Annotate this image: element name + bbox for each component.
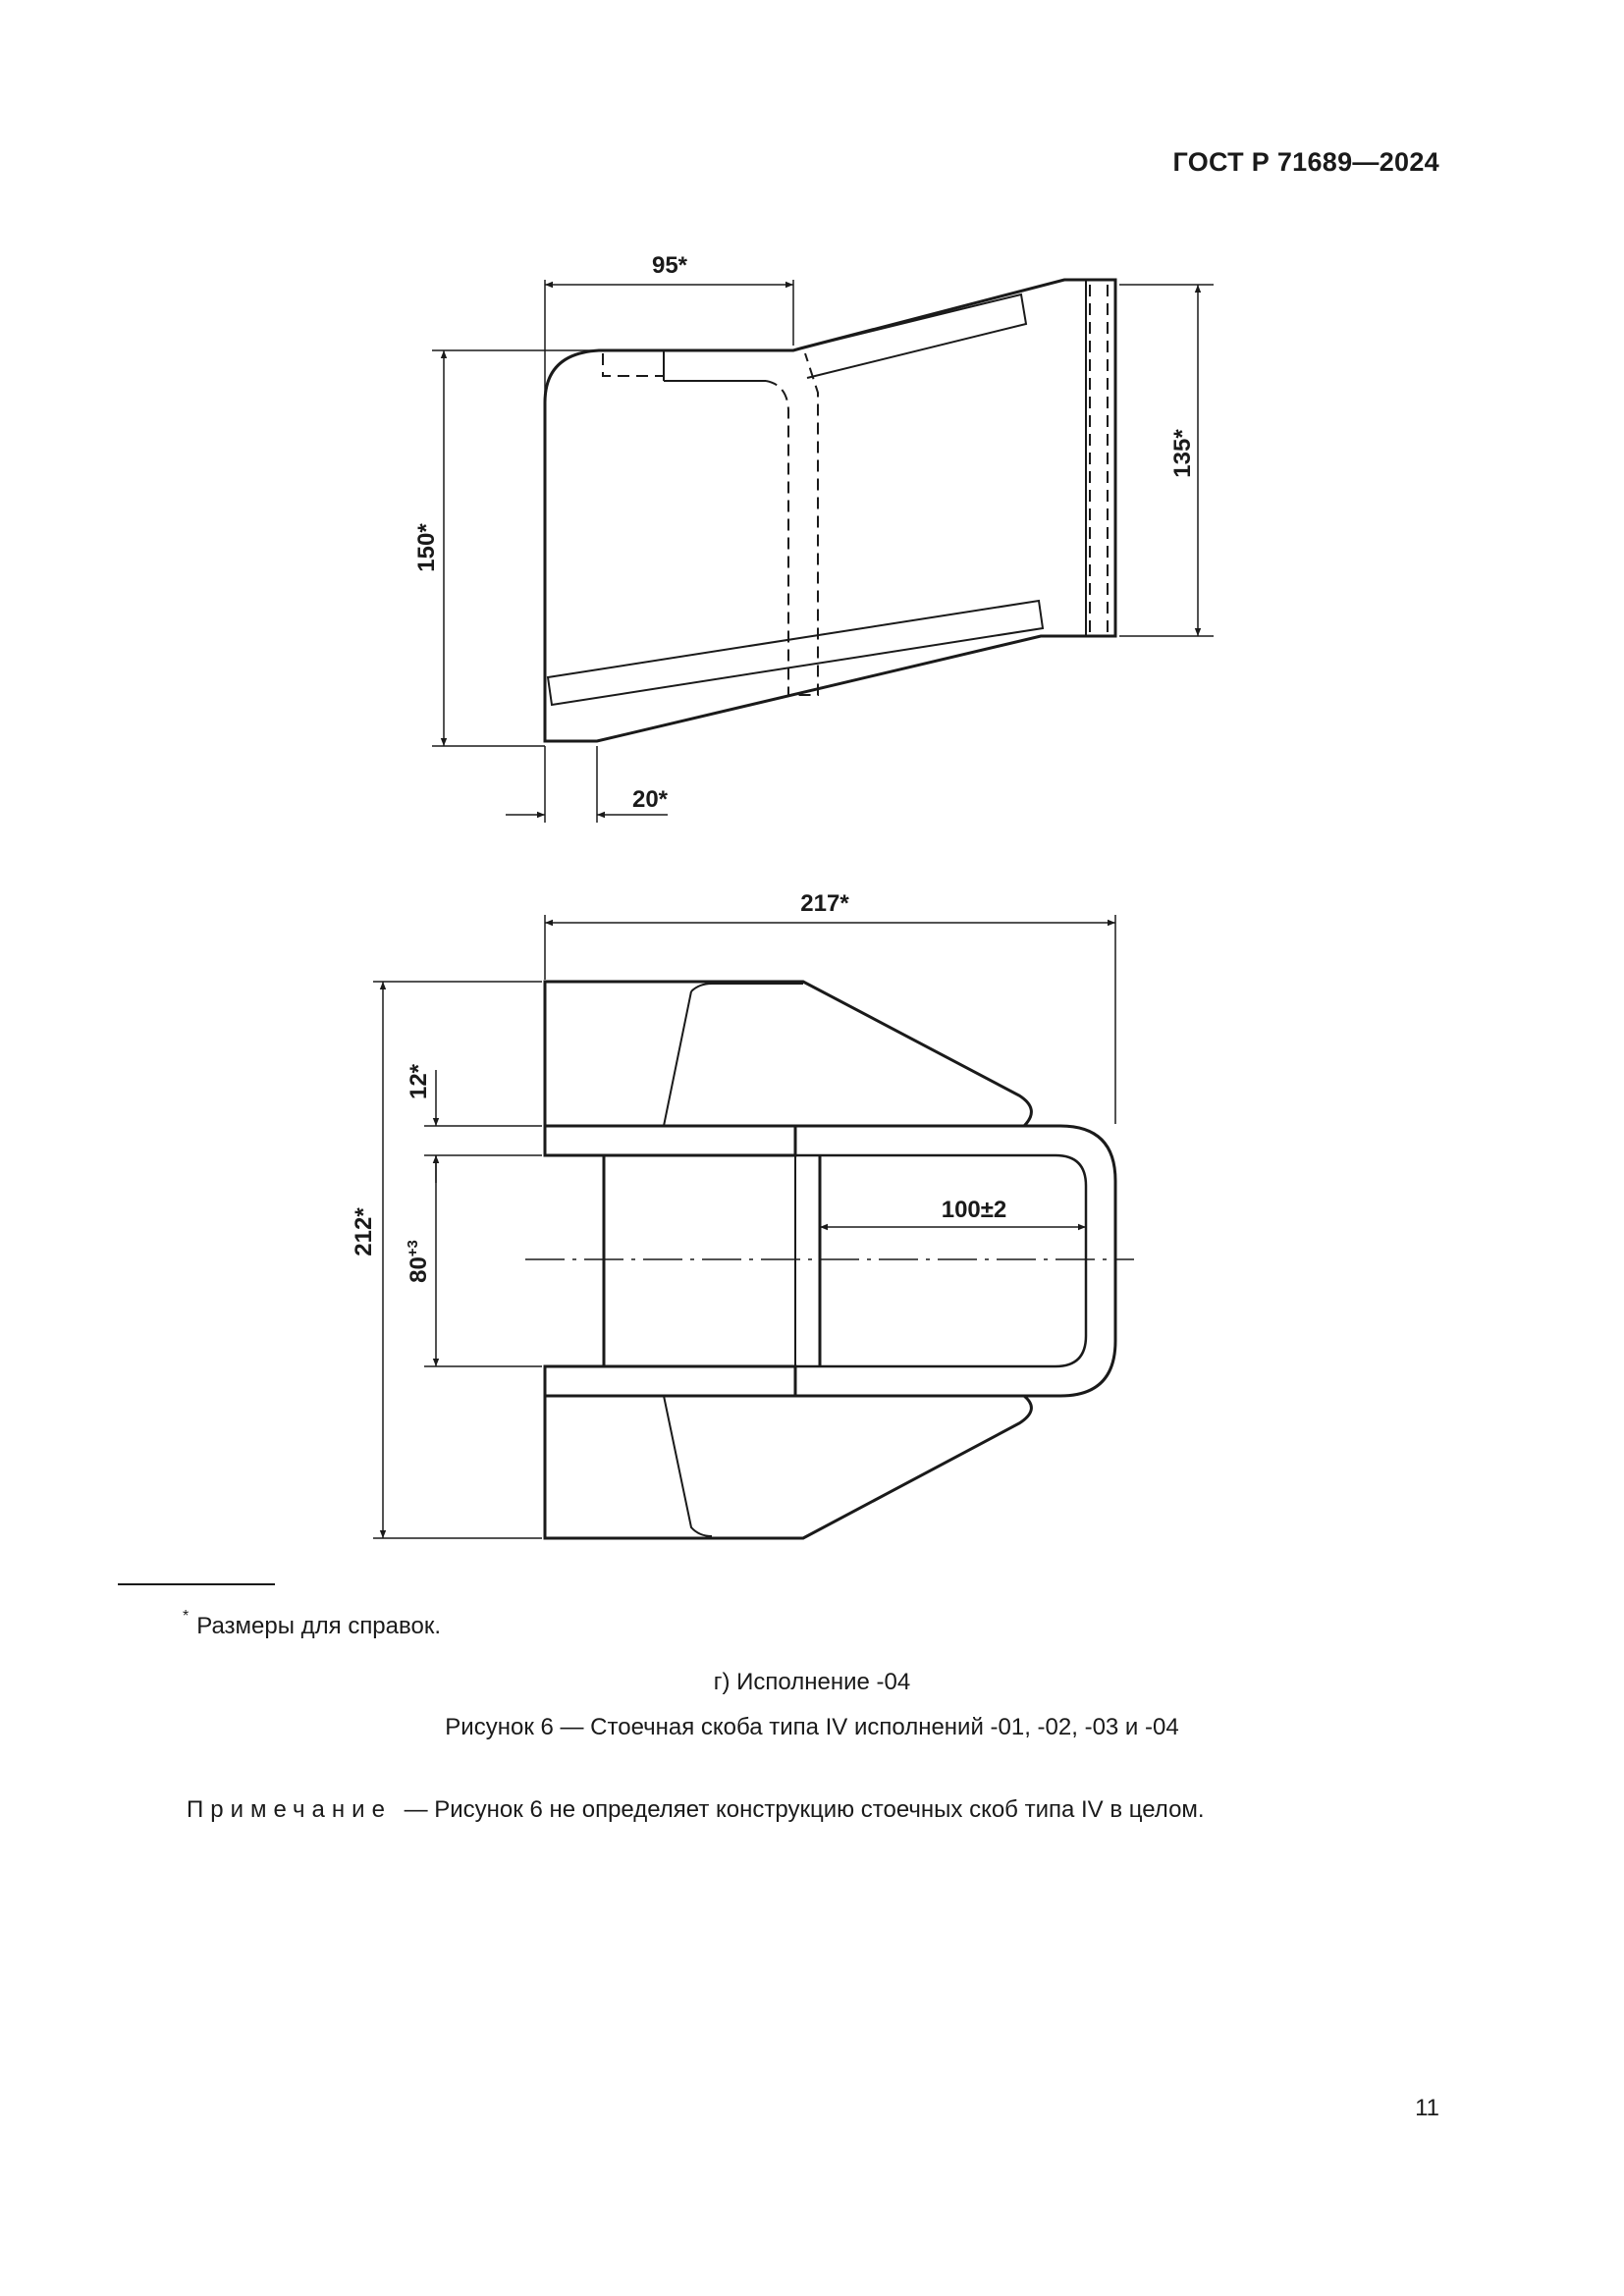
- note-text: — Рисунок 6 не определяет конструкцию стоечных скоб типа IV в целом.: [397, 1796, 1205, 1823]
- top-view-outline: [545, 280, 1115, 741]
- note: [187, 1796, 1205, 1824]
- dim-bottom-length: 100±2: [941, 1197, 1007, 1223]
- dim-top-height: 150*: [413, 523, 440, 572]
- dim-top-right: 135*: [1169, 429, 1196, 478]
- dim-top-width: 95*: [651, 252, 688, 279]
- dim-bottom-inner: 80: [406, 1256, 432, 1283]
- u-loop: [795, 1126, 1115, 1396]
- top-view: [545, 280, 1115, 741]
- lower-wing: [545, 1396, 1031, 1538]
- dim-bottom-height: 212*: [351, 1207, 377, 1256]
- figure-subcaption: г) Исполнение -04: [713, 1669, 911, 1695]
- footnote-separator: [118, 1583, 275, 1585]
- figure-caption: Рисунок 6 — Стоечная скоба типа IV исполнений -01, -02, -03 и -04: [445, 1714, 1179, 1740]
- page-number: 11: [1415, 2095, 1439, 2121]
- dim-bottom-inner-tolerance: +3: [405, 1240, 421, 1257]
- document-header: ГОСТ Р 71689—2024: [1172, 147, 1439, 177]
- bottom-view-dimensions: [373, 915, 1115, 1538]
- footnote-marker: *: [183, 1608, 189, 1625]
- footnote-text: Размеры для справок.: [196, 1613, 441, 1639]
- dim-bottom-gap: 12*: [406, 1063, 432, 1100]
- svg-text:80+3: [405, 1240, 432, 1283]
- dim-bottom-width: 217*: [800, 890, 849, 917]
- upper-wing: [545, 982, 1031, 1126]
- bottom-view: [525, 982, 1134, 1538]
- note-label: Примечание: [187, 1796, 392, 1823]
- dim-top-bottom: 20*: [631, 786, 669, 813]
- footnote: [183, 1608, 441, 1640]
